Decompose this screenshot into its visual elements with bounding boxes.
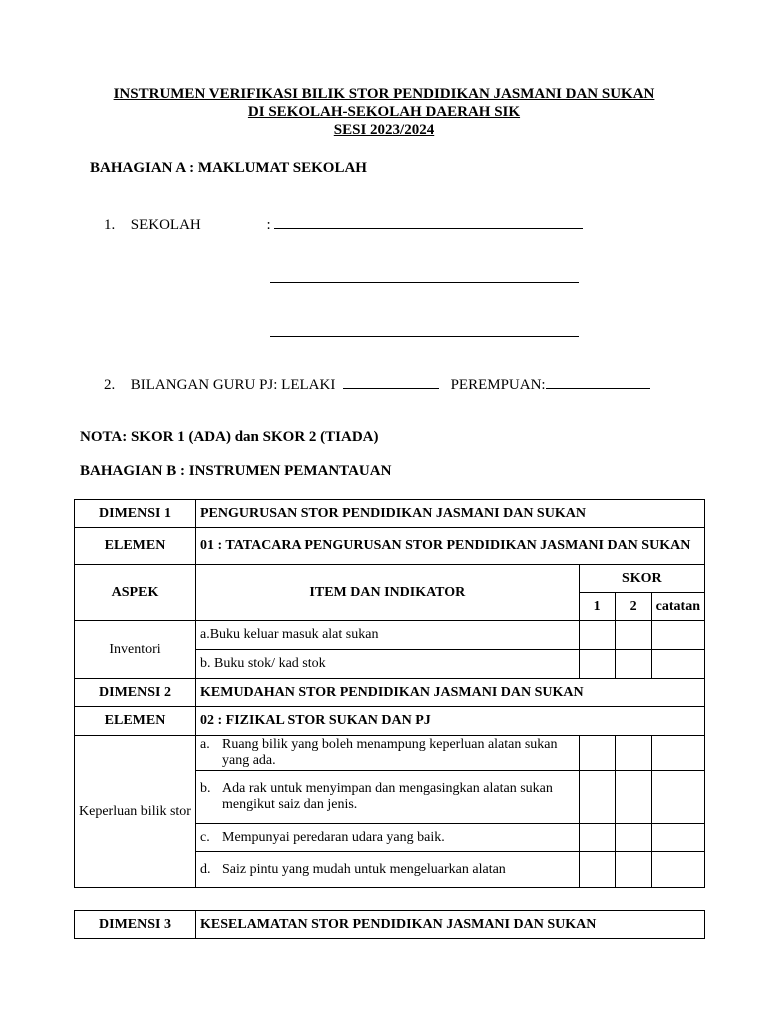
section-a-heading: BAHAGIAN A : MAKLUMAT SEKOLAH (90, 160, 367, 176)
notes-cell[interactable] (651, 650, 704, 679)
storage-item-d (196, 852, 580, 888)
aspect-header: ASPEK (75, 565, 196, 621)
question-2-number: 2. (104, 377, 116, 393)
dimension-2-value: KEMUDAHAN STOR PENDIDIKAN JASMANI DAN SUKAN (196, 679, 705, 707)
monitoring-table (74, 499, 705, 888)
score-1-cell[interactable] (579, 736, 615, 771)
school-name-field-row-2 (270, 268, 579, 288)
storage-item-b-text: Ada rak untuk menyimpan dan mengasingkan alatan sukan mengikut saiz dan jenis. (222, 781, 553, 812)
dimension-3-value: KESELAMATAN STOR PENDIDIKAN JASMANI DAN SUKAN (196, 911, 705, 939)
storage-item-a-text: Ruang bilik yang boleh menampung keperluan alatan sukan yang ada. (222, 737, 558, 768)
storage-item-a (196, 736, 580, 771)
aspect-inventory: Inventori (75, 621, 196, 679)
element-2-value: 02 : FIZIKAL STOR SUKAN DAN PJ (196, 707, 705, 736)
storage-item-b-letter: b. (200, 781, 211, 796)
score-1-cell[interactable] (579, 824, 615, 852)
document-title-line-3: SESI 2023/2024 (333, 122, 435, 138)
dimension-1-row (75, 500, 705, 528)
score-2-cell[interactable] (615, 771, 651, 824)
inventory-item-a: a.Buku keluar masuk alat sukan (196, 621, 580, 650)
female-teachers-label: PEREMPUAN: (450, 377, 546, 393)
school-name-field-row-3 (270, 322, 579, 342)
dimension-2-row (75, 679, 705, 707)
score-1-cell[interactable] (579, 650, 615, 679)
storage-item-c-text: Mempunyai peredaran udara yang baik. (222, 829, 445, 845)
score-2-cell[interactable] (615, 621, 651, 650)
male-teachers-field[interactable] (343, 374, 439, 389)
notes-cell[interactable] (651, 771, 704, 824)
storage-item-c (196, 824, 580, 852)
score-1-cell[interactable] (579, 771, 615, 824)
dimension-1-value: PENGURUSAN STOR PENDIDIKAN JASMANI DAN SUKAN (196, 500, 705, 528)
element-1-label: ELEMEN (75, 528, 196, 565)
storage-item-b (196, 771, 580, 824)
question-1-number: 1. (104, 217, 116, 233)
element-1-row (75, 528, 705, 565)
dimension-3-label: DIMENSI 3 (75, 911, 196, 939)
question-2 (104, 374, 650, 394)
question-2-label: BILANGAN GURU PJ: LELAKI (130, 377, 336, 393)
question-1-label: SEKOLAH (130, 217, 201, 233)
element-1-value: 01 : TATACARA PENGURUSAN STOR PENDIDIKAN JASMANI DAN SUKAN (196, 528, 705, 565)
score-2-cell[interactable] (615, 824, 651, 852)
inventory-item-b: b. Buku stok/ kad stok (196, 650, 580, 679)
question-1 (104, 214, 583, 234)
aspect-storage-needs: Keperluan bilik stor (75, 736, 196, 888)
document-title-line-2: DI SEKOLAH-SEKOLAH DAERAH SIK (247, 104, 521, 120)
question-1-colon: : (266, 217, 271, 233)
element-2-label: ELEMEN (75, 707, 196, 736)
score-2-cell[interactable] (615, 650, 651, 679)
dimension-3-row (75, 911, 705, 939)
notes-cell[interactable] (651, 824, 704, 852)
storage-item-a-letter: a. (200, 737, 210, 752)
storage-item-d-letter: d. (200, 861, 211, 877)
element-2-row (75, 707, 705, 736)
section-b-heading: BAHAGIAN B : INSTRUMEN PEMANTAUAN (80, 463, 392, 479)
item-indicator-header: ITEM DAN INDIKATOR (196, 565, 580, 621)
notes-cell[interactable] (651, 736, 704, 771)
score-1-cell[interactable] (579, 621, 615, 650)
school-name-field-line-1[interactable] (274, 214, 583, 229)
score-2-cell[interactable] (615, 852, 651, 888)
school-name-field-line-3[interactable] (270, 322, 579, 337)
score-1-cell[interactable] (579, 852, 615, 888)
score-2-header: 2 (615, 593, 651, 621)
storage-row-a (75, 736, 705, 771)
document-title-line-1: INSTRUMEN VERIFIKASI BILIK STOR PENDIDIKAN JASMANI DAN SUKAN (113, 86, 655, 102)
notes-cell[interactable] (651, 852, 704, 888)
dimension-1-label: DIMENSI 1 (75, 500, 196, 528)
dimension-2-label: DIMENSI 2 (75, 679, 196, 707)
storage-item-d-text: Saiz pintu yang mudah untuk mengeluarkan alatan (222, 861, 506, 877)
inventory-row-a (75, 621, 705, 650)
score-2-cell[interactable] (615, 736, 651, 771)
notes-header: catatan (651, 593, 704, 621)
score-header: SKOR (579, 565, 704, 593)
storage-item-c-letter: c. (200, 829, 210, 845)
score-1-header: 1 (579, 593, 615, 621)
dimension-3-table (74, 910, 705, 939)
school-name-field-line-2[interactable] (270, 268, 579, 283)
score-note: NOTA: SKOR 1 (ADA) dan SKOR 2 (TIADA) (80, 429, 379, 445)
header-row-1 (75, 565, 705, 593)
female-teachers-field[interactable] (546, 374, 650, 389)
notes-cell[interactable] (651, 621, 704, 650)
